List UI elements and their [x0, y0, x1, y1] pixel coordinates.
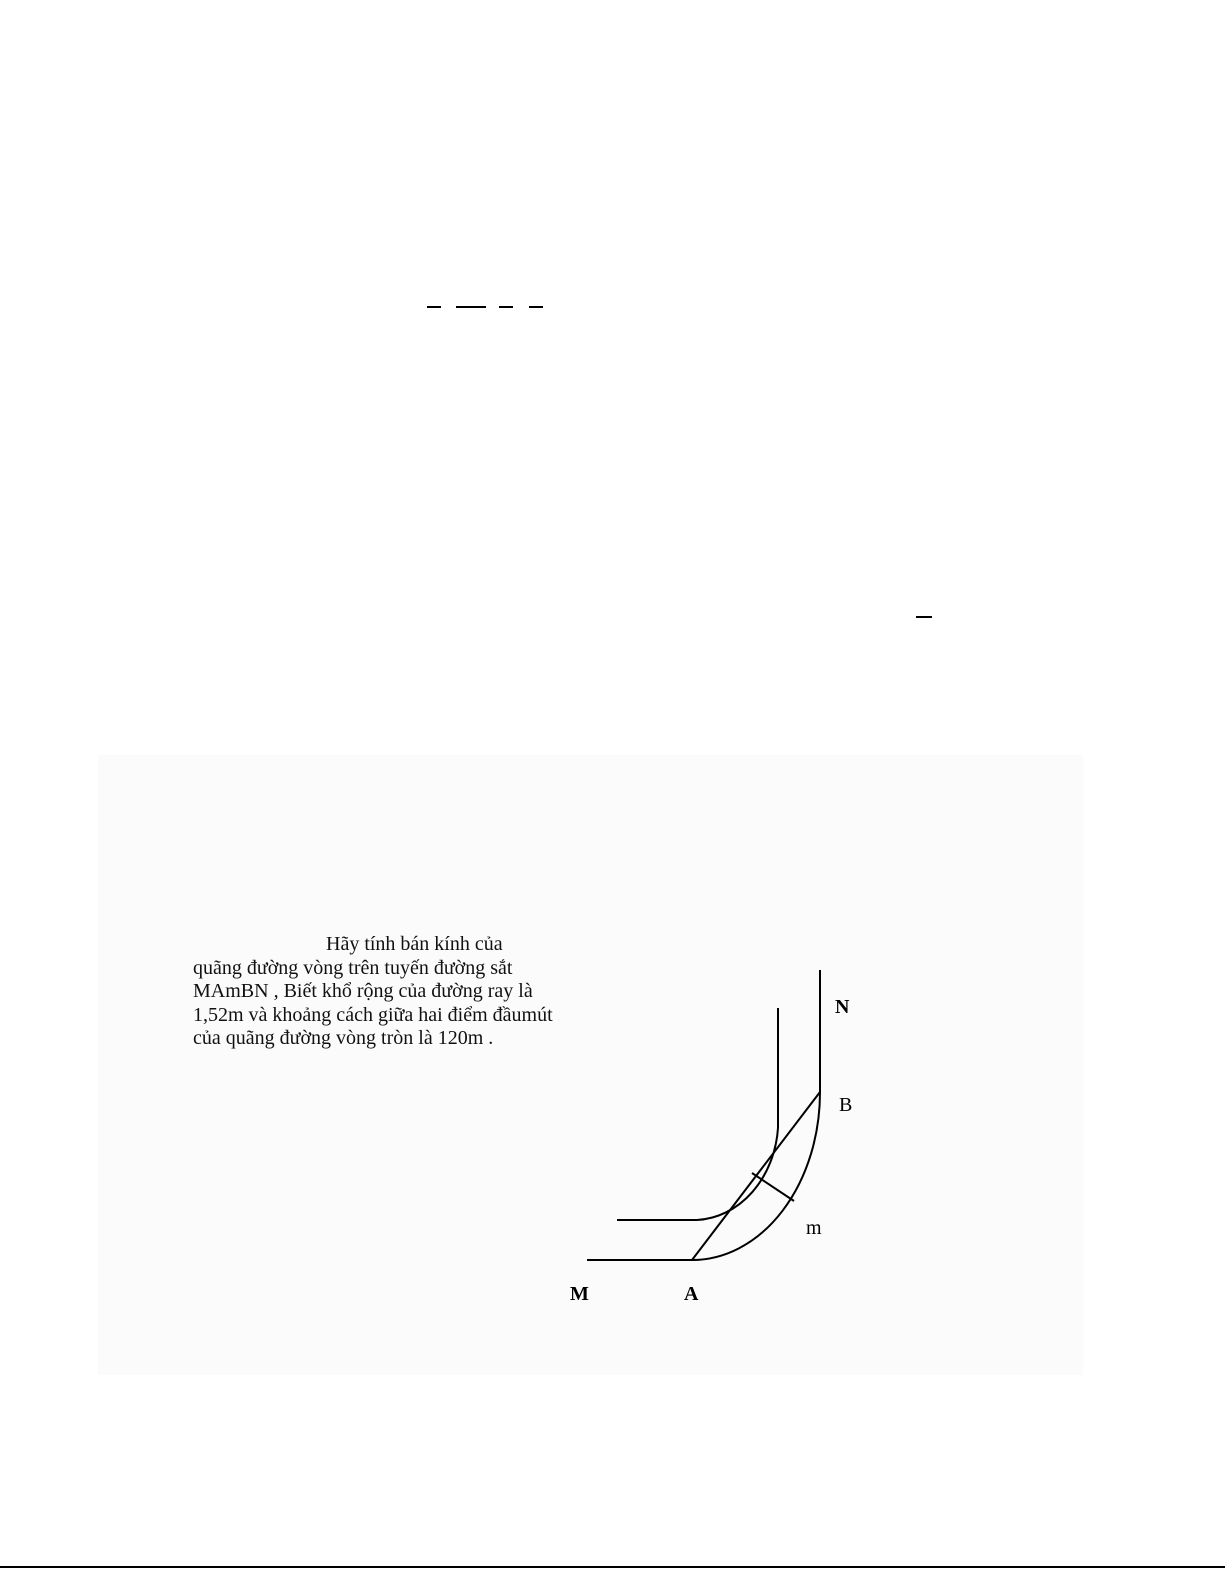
fraction-bar-4: [529, 306, 543, 308]
label-a: A: [684, 1283, 699, 1305]
inner-rail-arc: [697, 1128, 778, 1220]
problem-text: Hãy tính bán kính của quãng đường vòng trên tuyến đường sắt MAmBN , Biết khổ rộng của đường ray là 1,52m và khoảng cách giữa hai điểm đầumút của quãng đường vòng tròn là 120m .: [193, 933, 553, 1049]
railway-diagram: [560, 960, 880, 1320]
page-bottom-rule: [0, 1566, 1225, 1568]
label-m: M: [570, 1283, 589, 1305]
railway-diagram-svg: [560, 960, 880, 1320]
fraction-bar-2: [456, 306, 486, 308]
problem-statement: [193, 933, 553, 1051]
label-n: N: [835, 996, 850, 1018]
perpendicular-segment: [752, 1173, 794, 1201]
label-m-arc: m: [806, 1217, 822, 1239]
fraction-bar-3: [499, 306, 513, 308]
fraction-bar-5: [916, 616, 932, 618]
fraction-bar-1: [427, 306, 441, 308]
label-b: B: [839, 1094, 853, 1116]
